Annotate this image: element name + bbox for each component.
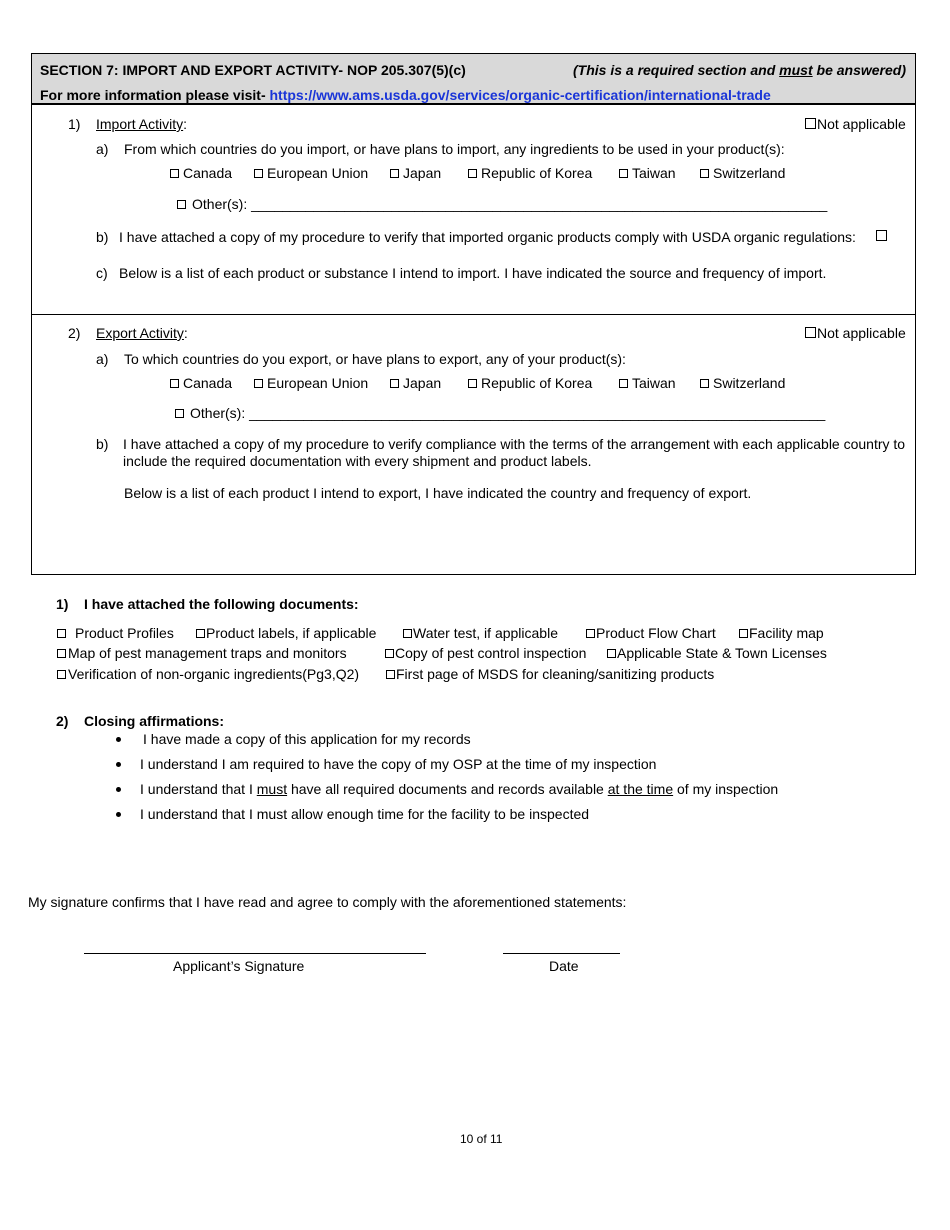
country-label: Japan xyxy=(403,165,442,181)
checkbox-icon[interactable] xyxy=(700,379,709,388)
export-country-taiwan[interactable] xyxy=(619,375,676,391)
import-c-letter: c) xyxy=(96,265,108,281)
doc-label: Product Profiles xyxy=(75,625,174,641)
checkbox-icon[interactable] xyxy=(175,409,184,418)
import-other-label: Other(s): xyxy=(192,196,252,212)
checkbox-icon[interactable] xyxy=(390,379,399,388)
applicant-signature-label: Applicant’s Signature xyxy=(173,958,305,974)
checkbox-icon[interactable] xyxy=(805,118,816,129)
affirmation-item-4: I understand that I must allow enough time for the facility to be inspected xyxy=(140,806,590,822)
import-country-korea[interactable] xyxy=(468,165,592,181)
country-label: Canada xyxy=(183,165,233,181)
doc-pest-inspection[interactable] xyxy=(385,645,586,661)
doc-label: Copy of pest control inspection xyxy=(395,645,587,661)
checkbox-icon[interactable] xyxy=(468,379,477,388)
country-label: Taiwan xyxy=(632,165,676,181)
import-b-text: I have attached a copy of my procedure to verify that imported organic products comply with USDA organic regulations: xyxy=(119,229,856,245)
required-note xyxy=(573,62,906,78)
checkbox-icon[interactable] xyxy=(57,670,66,679)
doc-verification[interactable] xyxy=(57,666,359,682)
country-label: European Union xyxy=(267,375,369,391)
checkbox-icon[interactable] xyxy=(196,629,205,638)
doc-pest-map[interactable] xyxy=(57,645,347,661)
checkbox-icon[interactable] xyxy=(607,649,616,658)
checkbox-icon[interactable] xyxy=(586,629,595,638)
export-country-eu[interactable] xyxy=(254,375,368,391)
section7-title: SECTION 7: IMPORT AND EXPORT ACTIVITY- NOP 205.307(5)(c) xyxy=(40,62,466,78)
country-label: Republic of Korea xyxy=(481,375,593,391)
doc-flow-chart[interactable] xyxy=(586,625,716,641)
date-label: Date xyxy=(549,958,579,974)
info-line xyxy=(40,87,771,103)
doc-label: Product labels, if applicable xyxy=(206,625,377,641)
country-label: Switzerland xyxy=(713,165,786,181)
export-label: Export Activity xyxy=(96,325,184,341)
import-country-japan[interactable] xyxy=(390,165,441,181)
affirm3-time: at the time xyxy=(607,781,674,797)
import-country-taiwan[interactable] xyxy=(619,165,676,181)
bullet-icon xyxy=(116,787,121,792)
import-b-checkbox[interactable] xyxy=(876,230,887,241)
checkbox-icon[interactable] xyxy=(805,327,816,338)
documents-heading: I have attached the following documents: xyxy=(84,596,359,612)
checkbox-icon[interactable] xyxy=(390,169,399,178)
import-b-letter: b) xyxy=(96,229,109,245)
bullet-icon xyxy=(116,812,121,817)
affirmation-item-2: I understand I am required to have the copy of my OSP at the time of my inspection xyxy=(140,756,657,772)
export-other[interactable] xyxy=(175,405,825,421)
date-line[interactable] xyxy=(503,953,620,954)
checkbox-icon[interactable] xyxy=(403,629,412,638)
import-heading xyxy=(96,116,187,132)
affirmation-item-3 xyxy=(140,781,778,797)
page-number: 10 of 11 xyxy=(460,1132,503,1146)
import-c-text: Below is a list of each product or substance I intend to import. I have indicated the source and frequency of import. xyxy=(119,265,827,281)
doc-product-profiles[interactable] xyxy=(57,625,174,641)
export-a-text: To which countries do you export, or have plans to export, any of your product(s): xyxy=(124,351,626,367)
checkbox-icon[interactable] xyxy=(619,169,628,178)
export-below-text: Below is a list of each product I intend to export, I have indicated the country and frequency of export. xyxy=(124,485,752,501)
affirm3-part-a: I understand that I xyxy=(140,781,257,797)
affirmations-num: 2) xyxy=(56,713,69,729)
export-country-canada[interactable] xyxy=(170,375,232,391)
info-label: For more information please visit- xyxy=(40,87,270,103)
import-other-line[interactable]: __________________________________________________________________________ xyxy=(251,196,828,212)
export-heading xyxy=(96,325,188,341)
doc-facility-map[interactable] xyxy=(739,625,824,641)
checkbox-icon[interactable] xyxy=(700,169,709,178)
doc-label: Water test, if applicable xyxy=(413,625,558,641)
export-not-applicable-label: Not applicable xyxy=(817,325,906,341)
affirm3-part-c: of my inspection xyxy=(673,781,779,797)
bullet-icon xyxy=(116,762,121,767)
import-other[interactable] xyxy=(177,196,827,212)
export-other-line[interactable]: __________________________________________________________________________ xyxy=(249,405,826,421)
export-not-applicable[interactable] xyxy=(805,325,906,341)
checkbox-icon[interactable] xyxy=(57,649,66,658)
import-a-letter: a) xyxy=(96,141,109,157)
required-pre: (This is a required section and xyxy=(573,62,780,78)
checkbox-icon[interactable] xyxy=(386,670,395,679)
checkbox-icon[interactable] xyxy=(254,379,263,388)
import-a-text: From which countries do you import, or have plans to import, any ingredients to be used in your product(s): xyxy=(124,141,785,157)
doc-label: Verification of non-organic ingredients(Pg3,Q2) xyxy=(68,666,360,682)
import-not-applicable[interactable] xyxy=(805,116,906,132)
checkbox-icon[interactable] xyxy=(170,169,179,178)
affirm3-part-b: have all required documents and records available xyxy=(287,781,608,797)
export-b-text-2: include the required documentation with every shipment and product labels. xyxy=(123,453,592,469)
import-label: Import Activity xyxy=(96,116,184,132)
checkbox-icon[interactable] xyxy=(177,200,186,209)
export-b-text-1: I have attached a copy of my procedure to verify compliance with the terms of the arrangement with each applicable country to xyxy=(123,436,906,452)
doc-label: Applicable State & Town Licenses xyxy=(617,645,827,661)
doc-product-labels[interactable] xyxy=(196,625,376,641)
required-post: be answered) xyxy=(812,62,906,78)
doc-msds[interactable] xyxy=(386,666,714,682)
applicant-signature-line[interactable] xyxy=(84,953,426,954)
export-country-korea[interactable] xyxy=(468,375,592,391)
export-country-japan[interactable] xyxy=(390,375,441,391)
import-country-eu[interactable] xyxy=(254,165,368,181)
checkbox-icon[interactable] xyxy=(385,649,394,658)
import-country-switzerland[interactable] xyxy=(700,165,785,181)
affirm3-must: must xyxy=(256,781,288,797)
import-num: 1) xyxy=(68,116,81,132)
country-label: Switzerland xyxy=(713,375,786,391)
export-b-letter: b) xyxy=(96,436,109,452)
country-label: Canada xyxy=(183,375,233,391)
export-num: 2) xyxy=(68,325,81,341)
import-country-canada[interactable] xyxy=(170,165,232,181)
country-label: Republic of Korea xyxy=(481,165,593,181)
affirmations-heading: Closing affirmations: xyxy=(84,713,225,729)
country-label: Taiwan xyxy=(632,375,676,391)
export-a-letter: a) xyxy=(96,351,109,367)
checkbox-icon[interactable] xyxy=(619,379,628,388)
doc-label: First page of MSDS for cleaning/sanitizing products xyxy=(396,666,715,682)
export-country-switzerland[interactable] xyxy=(700,375,785,391)
bullet-icon xyxy=(116,737,121,742)
export-colon: : xyxy=(183,325,188,341)
doc-licenses[interactable] xyxy=(607,645,827,661)
checkbox-icon[interactable] xyxy=(468,169,477,178)
country-label: Japan xyxy=(403,375,442,391)
doc-water-test[interactable] xyxy=(403,625,558,641)
checkbox-icon[interactable] xyxy=(254,169,263,178)
required-must: must xyxy=(779,62,813,78)
checkbox-icon[interactable] xyxy=(170,379,179,388)
import-colon: : xyxy=(183,116,188,132)
checkbox-icon[interactable] xyxy=(57,629,66,638)
country-label: European Union xyxy=(267,165,369,181)
doc-label: Product Flow Chart xyxy=(596,625,716,641)
doc-label: Map of pest management traps and monitors xyxy=(68,645,347,661)
documents-num: 1) xyxy=(56,596,69,612)
signature-statement: My signature confirms that I have read and agree to comply with the aforementioned statements: xyxy=(28,894,627,910)
export-other-label: Other(s): xyxy=(190,405,250,421)
checkbox-icon[interactable] xyxy=(739,629,748,638)
doc-label: Facility map xyxy=(749,625,824,641)
info-link[interactable]: https://www.ams.usda.gov/services/organic-certification/international-trade xyxy=(269,87,771,103)
affirmation-item-1: I have made a copy of this application for my records xyxy=(143,731,471,747)
import-not-applicable-label: Not applicable xyxy=(817,116,906,132)
